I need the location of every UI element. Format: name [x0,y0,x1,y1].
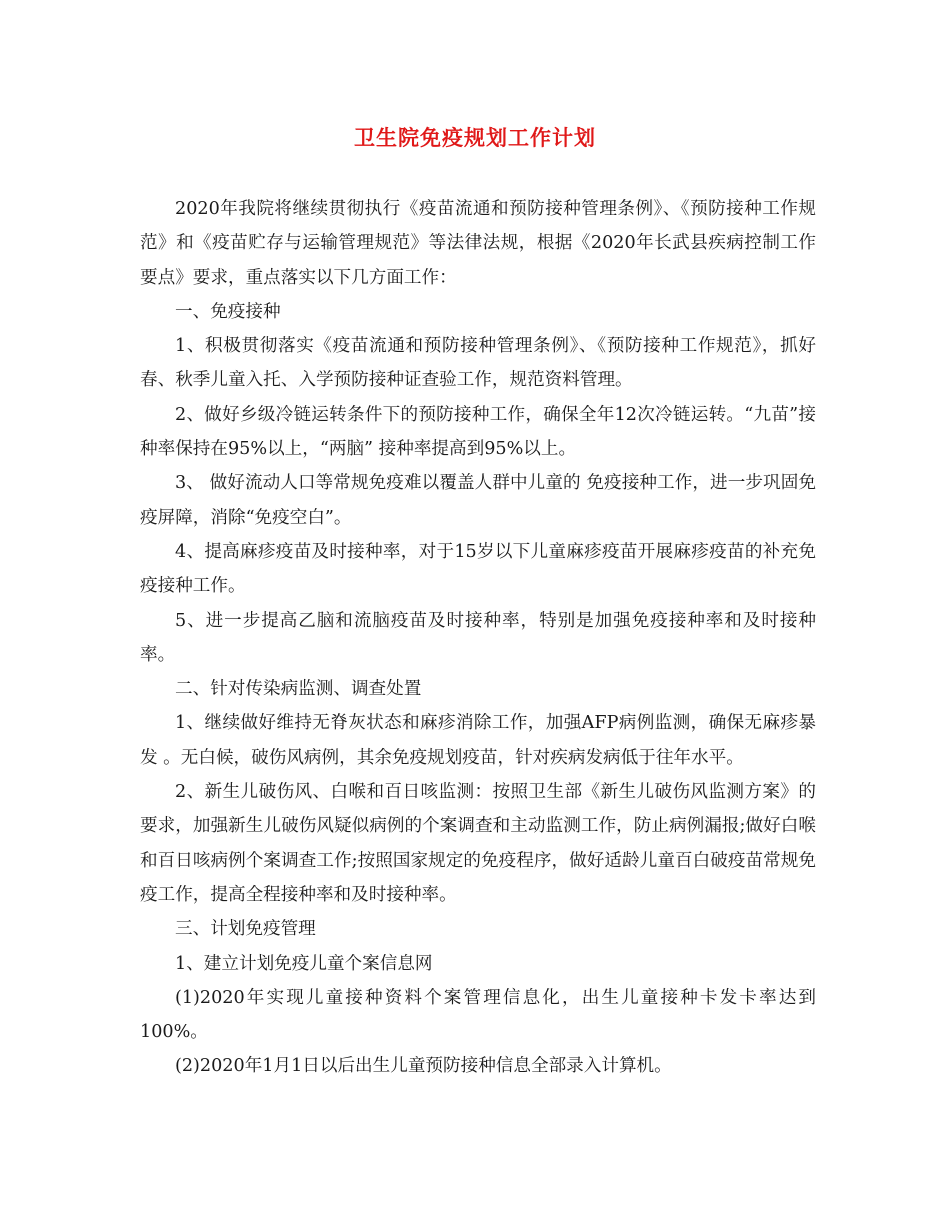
paragraph: 4、提高麻疹疫苗及时接种率，对于15岁以下儿童麻疹疫苗开展麻疹疫苗的补充免疫接种工作。 [140,541,816,597]
section-heading-management: 三、计划免疫管理 [175,919,316,940]
paragraph: 2、做好乡级冷链运转条件下的预防接种工作，确保全年12次冷链运转。“九苗”接种率保持在95%以上，“两脑” 接种率提高到95%以上。 [140,404,816,460]
paragraph: 3、 做好流动人口等常规免疫难以覆盖人群中儿童的 免疫接种工作，进一步巩固免疫屏障，消除“免疫空白”。 [140,473,816,528]
document-title: 卫生院免疫规划工作计划 [354,126,596,150]
paragraph-intro: 2020年我院将继续贯彻执行《疫苗流通和预防接种管理条例》、《预防接种工作规范》和《疫苗贮存与运输管理规范》等法律法规，根据《2020年长武县疾病控制工作要点》要求，重点落实以下几方面工作： [140,199,816,288]
paragraph: (1)2020年实现儿童接种资料个案管理信息化，出生儿童接种卡发卡率达到100%。 [140,987,816,1043]
section-heading-surveillance: 二、针对传染病监测、调查处置 [175,679,422,700]
paragraph: (2)2020年1月1日以后出生儿童预防接种信息全部录入计算机。 [175,1056,672,1077]
paragraph: 1、积极贯彻落实《疫苗流通和预防接种管理条例》、《预防接种工作规范》，抓好春、秋季儿童入托、入学预防接种证查验工作，规范资料管理。 [140,336,816,391]
document-body [140,192,816,1084]
paragraph: 1、建立计划免疫儿童个案信息网 [175,953,433,974]
paragraph: 1、继续做好维持无脊灰状态和麻疹消除工作，加强AFP病例监测，确保无麻疹暴发 。无白候，破伤风病例，其余免疫规划疫苗，针对疾病发病低于往年水平。 [140,713,816,768]
paragraph: 5、进一步提高乙脑和流脑疫苗及时接种率，特别是加强免疫接种率和及时接种率。 [140,610,816,665]
paragraph: 2、新生儿破伤风、白喉和百日咳监测：按照卫生部《新生儿破伤风监测方案》的要求，加强新生儿破伤风疑似病例的个案调查和主动监测工作，防止病例漏报;做好白喉和百日咳病例个案调查工作;按照国家规定的免疫程序，做好适龄儿童百白破疫苗常规免疫工作，提高全程接种率和及时接种率。 [140,782,816,905]
section-heading-immunization: 一、免疫接种 [175,301,281,322]
